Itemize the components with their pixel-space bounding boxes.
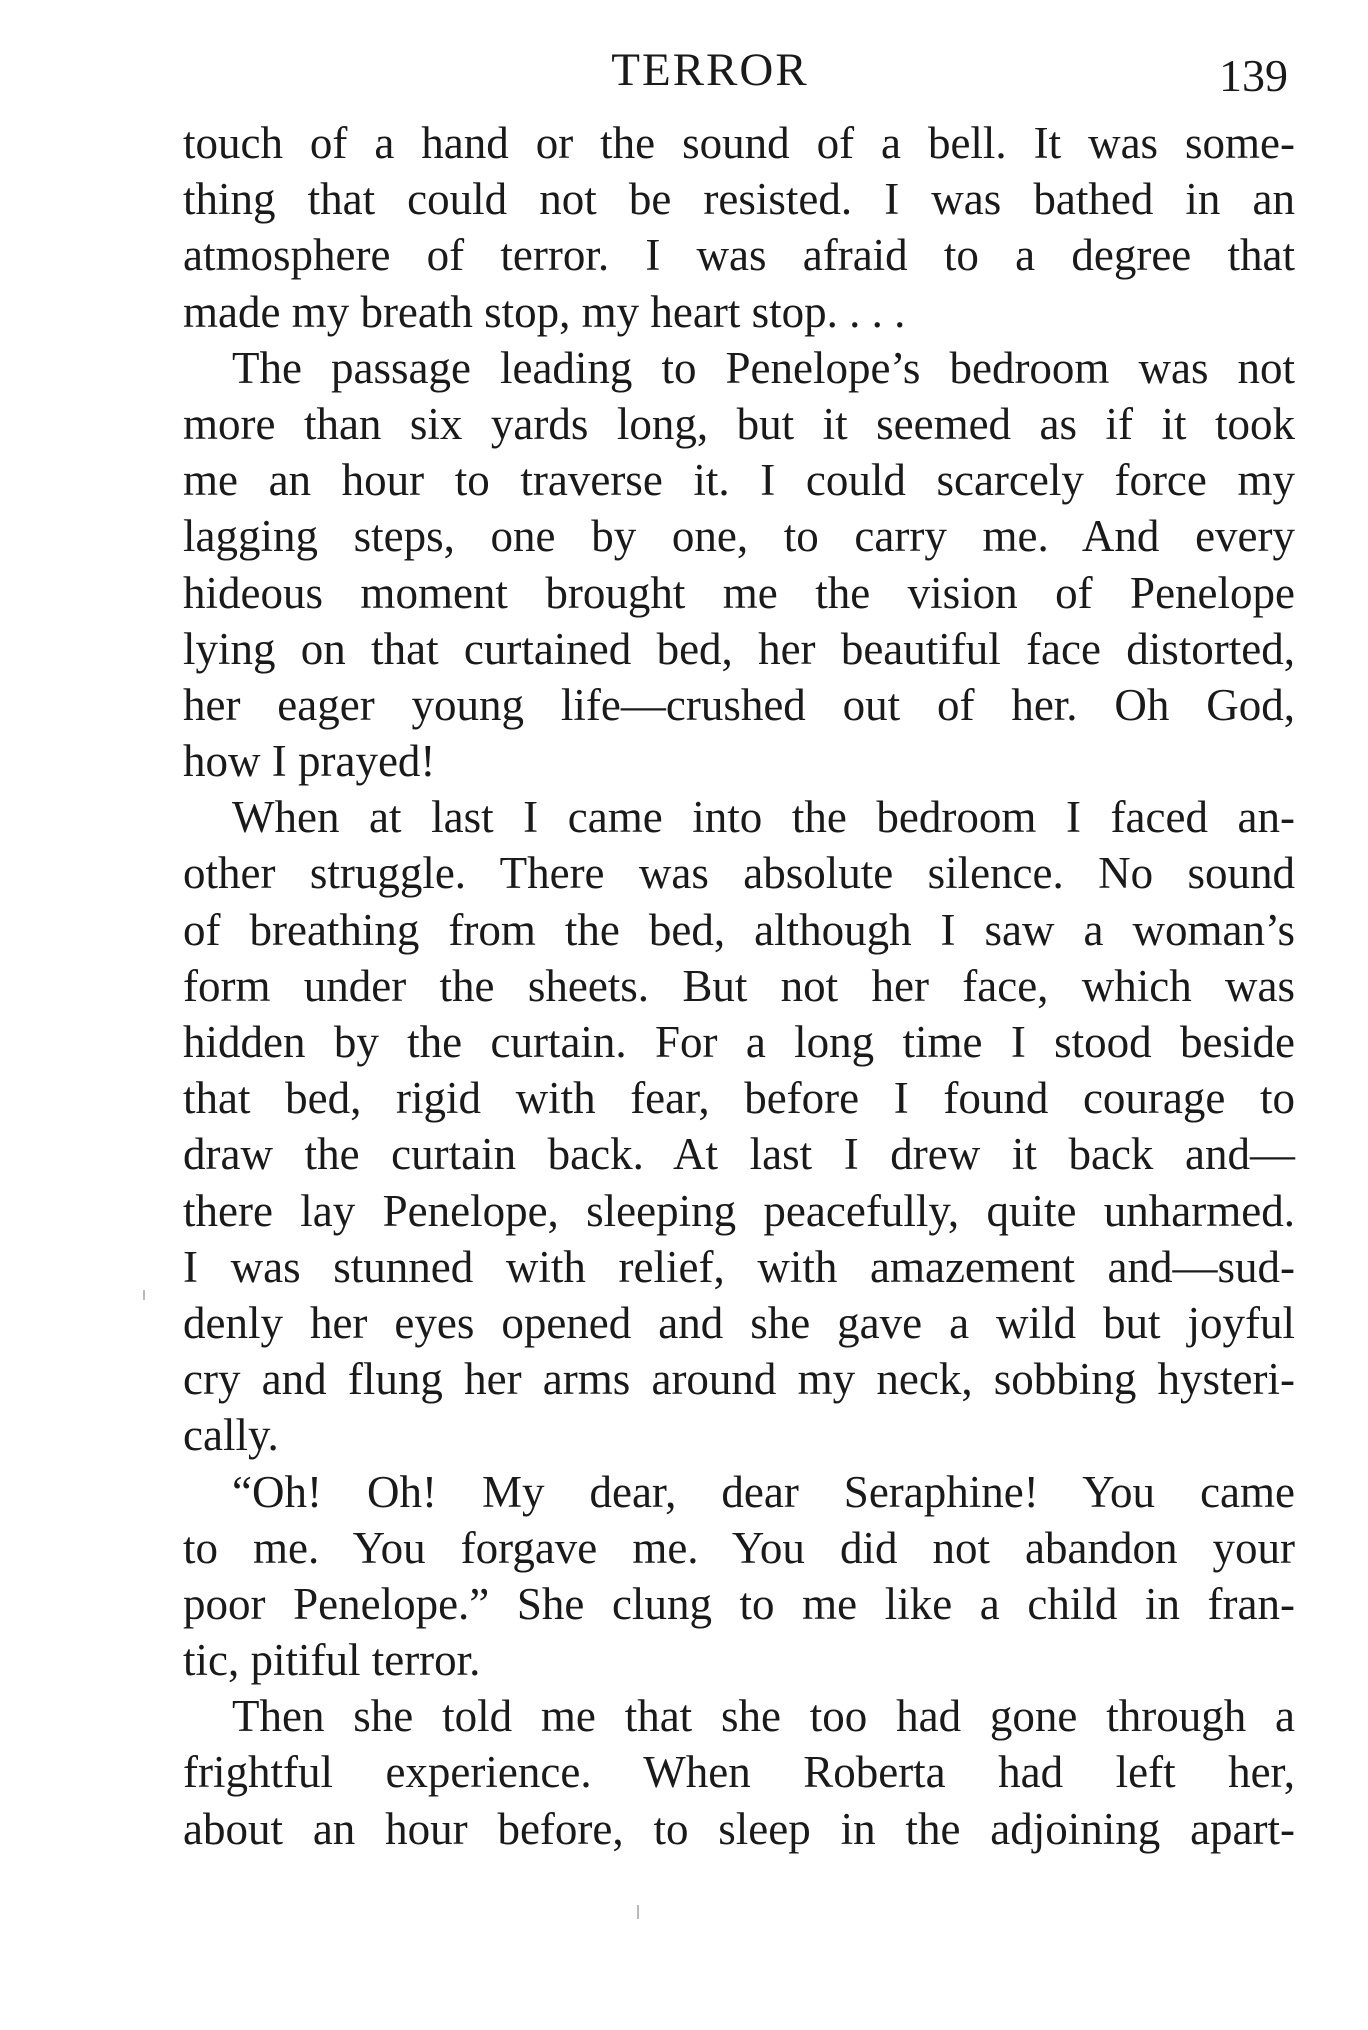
text-line: cally. [183,1410,279,1461]
text-line: to me. You forgave me. You did not abandon your [183,1522,1295,1573]
text-line: that bed, rigid with fear, before I found courage to [183,1073,1295,1124]
text-line: hideous moment brought me the vision of Penelope [183,567,1295,618]
text-line: other struggle. There was absolute silence. No sound [183,848,1295,899]
text-line: atmosphere of terror. I was afraid to a degree that [183,230,1295,281]
text-line: poor Penelope.” She clung to me like a child in fran- [183,1578,1295,1629]
text-line: how I prayed! [183,736,436,787]
scan-speck [143,1290,145,1300]
text-line: “Oh! Oh! My dear, dear Seraphine! You came [232,1466,1295,1517]
paragraph [183,789,1295,1463]
running-title: TERROR [611,44,809,96]
text-line: touch of a hand or the sound of a bell. It was some- [183,118,1295,168]
paragraph [183,1464,1295,1689]
paragraph [183,1688,1295,1857]
text-line: made my breath stop, my heart stop. . . . [183,286,906,337]
text-line: form under the sheets. But not her face, which was [183,960,1295,1011]
page-number: 139 [1219,50,1288,101]
text-line: tic, pitiful terror. [183,1635,481,1686]
text-line: denly her eyes opened and she gave a wild but joyful [183,1297,1295,1348]
text-line: lying on that curtained bed, her beautiful face distorted, [183,623,1295,674]
text-line: frightful experience. When Roberta had left her, [183,1747,1295,1798]
text-line: Then she told me that she too had gone through a [232,1691,1295,1742]
text-line: about an hour before, to sleep in the adjoining apart- [183,1803,1295,1854]
text-line: The passage leading to Penelope’s bedroom was not [232,342,1295,393]
paragraph [183,340,1295,790]
text-line: hidden by the curtain. For a long time I stood beside [183,1017,1295,1067]
text-line: me an hour to traverse it. I could scarcely force my [183,455,1295,506]
text-line: her eager young life—crushed out of her. Oh God, [183,679,1295,730]
text-line: thing that could not be resisted. I was bathed in an [183,174,1295,225]
text-line: more than six yards long, but it seemed as if it took [183,398,1295,449]
text-line: draw the curtain back. At last I drew it back and— [183,1129,1295,1180]
text-line: cry and flung her arms around my neck, sobbing hysteri- [183,1354,1295,1405]
text-line: I was stunned with relief, with amazement and—sud- [183,1241,1295,1292]
text-line: When at last I came into the bedroom I faced an- [232,792,1295,843]
text-line: there lay Penelope, sleeping peacefully, quite unharmed. [183,1185,1295,1236]
paragraph [183,115,1295,340]
scan-speck [637,1905,639,1919]
text-line: lagging steps, one by one, to carry me. And every [183,511,1295,562]
body-text [183,115,1295,1857]
text-line: of breathing from the bed, although I saw a woman’s [183,904,1295,955]
running-head [0,40,1368,100]
